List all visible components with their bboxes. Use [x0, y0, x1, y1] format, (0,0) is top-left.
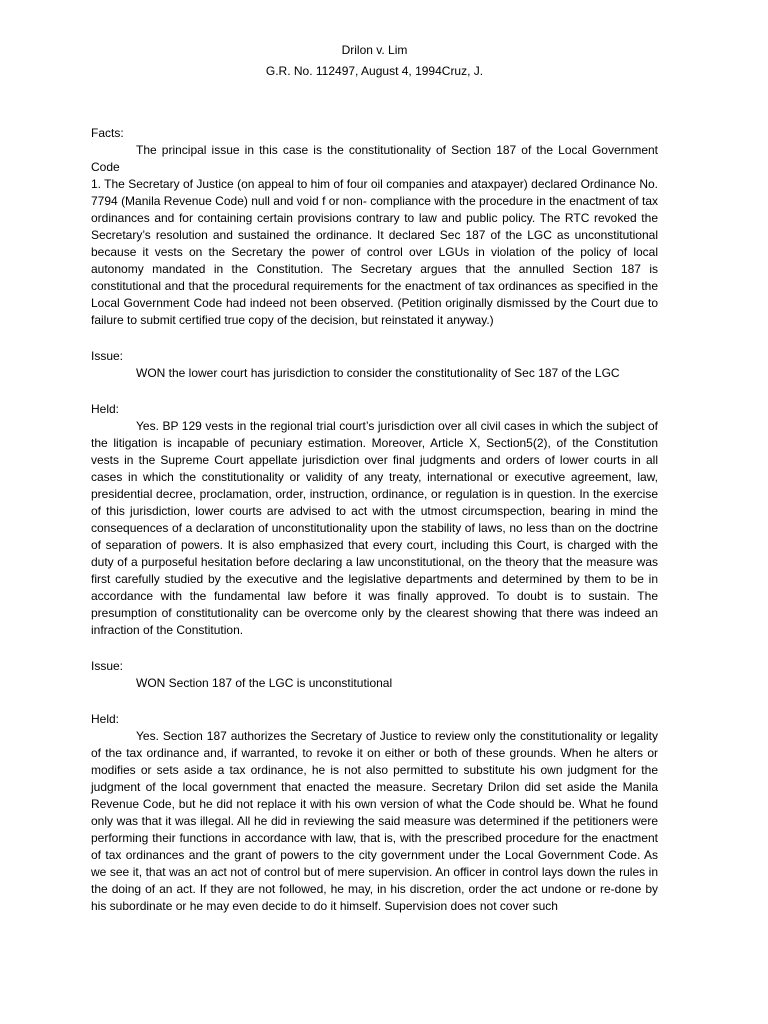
held-paragraph: Yes. BP 129 vests in the regional trial court’s jurisdiction over all civil cases in which the subject of the litigation is incapable of pecuniary estimation. Moreover, Article X, Section5(2), of the Constitution vests in the Supreme Court appellate jurisdiction over final judgments and orders of lower courts in all cases in which the constitutionality or validity of any treaty, international or executive agreement, law, presidential decree, proclamation, order, instruction, ordinance, or regulation is in question. In the exercise of this jurisdiction, lower courts are advised to act with the utmost circumspection, bearing in mind the consequences of a declaration of unconstitutionality upon the stability of laws, no less than on the doctrine of separation of powers. It is also emphasized that every court, including this Court, is charged with the duty of a purposeful hesitation before declaring a law unconstitutional, on the theory that the measure was first carefully studied by the executive and the legislative departments and determined by them to be in accordance with the fundamental law before it was finally approved. To doubt is to sustain. The presumption of constitutionality can be overcome only by the clearest showing that there was indeed an infraction of the Constitution.	[91, 419, 658, 637]
facts-paragraph: The principal issue in this case is the constitutionality of Section 187 of the Local Government Code	[91, 143, 658, 174]
held-paragraph: Yes. Section 187 authorizes the Secretary of Justice to review only the constitutionality or legality of the tax ordinance and, if warranted, to revoke it on either or both of these grounds. When he alters or modifies or sets aside a tax ordinance, he is not also permitted to substitute his own judgment for the judgment of the local government that enacted the measure. Secretary Drilon did set aside the Manila Revenue Code, but he did not replace it with his own version of what the Code should be. What he found only was that it was illegal. All he did in reviewing the said measure was determined if the petitioners were performing their functions in accordance with law, that is, with the prescribed procedure for the enactment of tax ordinances and the grant of powers to the city government under the Local Government Code. As we see it, that was an act not of control but of mere supervision. An officer in control lays down the rules in the doing of an act. If they are not followed, he may, in his discretion, order the act undone or re-done by his subordinate or he may even decide to do it himself. Supervision does not cover such	[91, 729, 658, 913]
issue-section	[91, 348, 658, 382]
held-section	[91, 401, 658, 639]
case-citation: G.R. No. 112497, August 4, 1994Cruz, J.	[265, 64, 484, 78]
case-title: Drilon v. Lim	[341, 43, 408, 57]
issue-paragraph: WON the lower court has jurisdiction to consider the constitutionality of Sec 187 of the LGC	[136, 366, 620, 380]
facts-section	[91, 125, 658, 329]
held-section	[91, 711, 658, 915]
section-heading-facts: Facts:	[91, 126, 124, 140]
title-block	[91, 40, 658, 82]
section-heading-held: Held:	[91, 402, 120, 416]
facts-paragraph: 1. The Secretary of Justice (on appeal to him of four oil companies and ataxpayer) declared Ordinance No. 7794 (Manila Revenue Code) null and void f or non- compliance with the procedure in the enactment of tax ordinances and for containing certain provisions contrary to law and public policy. The RTC revoked the Secretary’s resolution and sustained the ordinance. It declared Sec 187 of the LGC as unconstitutional because it vests on the Secretary the power of control over LGUs in violation of the policy of local autonomy mandated in the Constitution. The Secretary argues that the annulled Section 187 is constitutional and that the procedural requirements for the enactment of tax ordinances as specified in the Local Government Code had indeed not been observed. (Petition originally dismissed by the Court due to failure to submit certified true copy of the decision, but reinstated it anyway.)	[91, 177, 658, 327]
issue-paragraph: WON Section 187 of the LGC is unconstitutional	[136, 676, 393, 690]
section-heading-issue: Issue:	[91, 349, 124, 363]
issue-section	[91, 658, 658, 692]
section-heading-issue: Issue:	[91, 659, 124, 673]
section-heading-held: Held:	[91, 712, 120, 726]
